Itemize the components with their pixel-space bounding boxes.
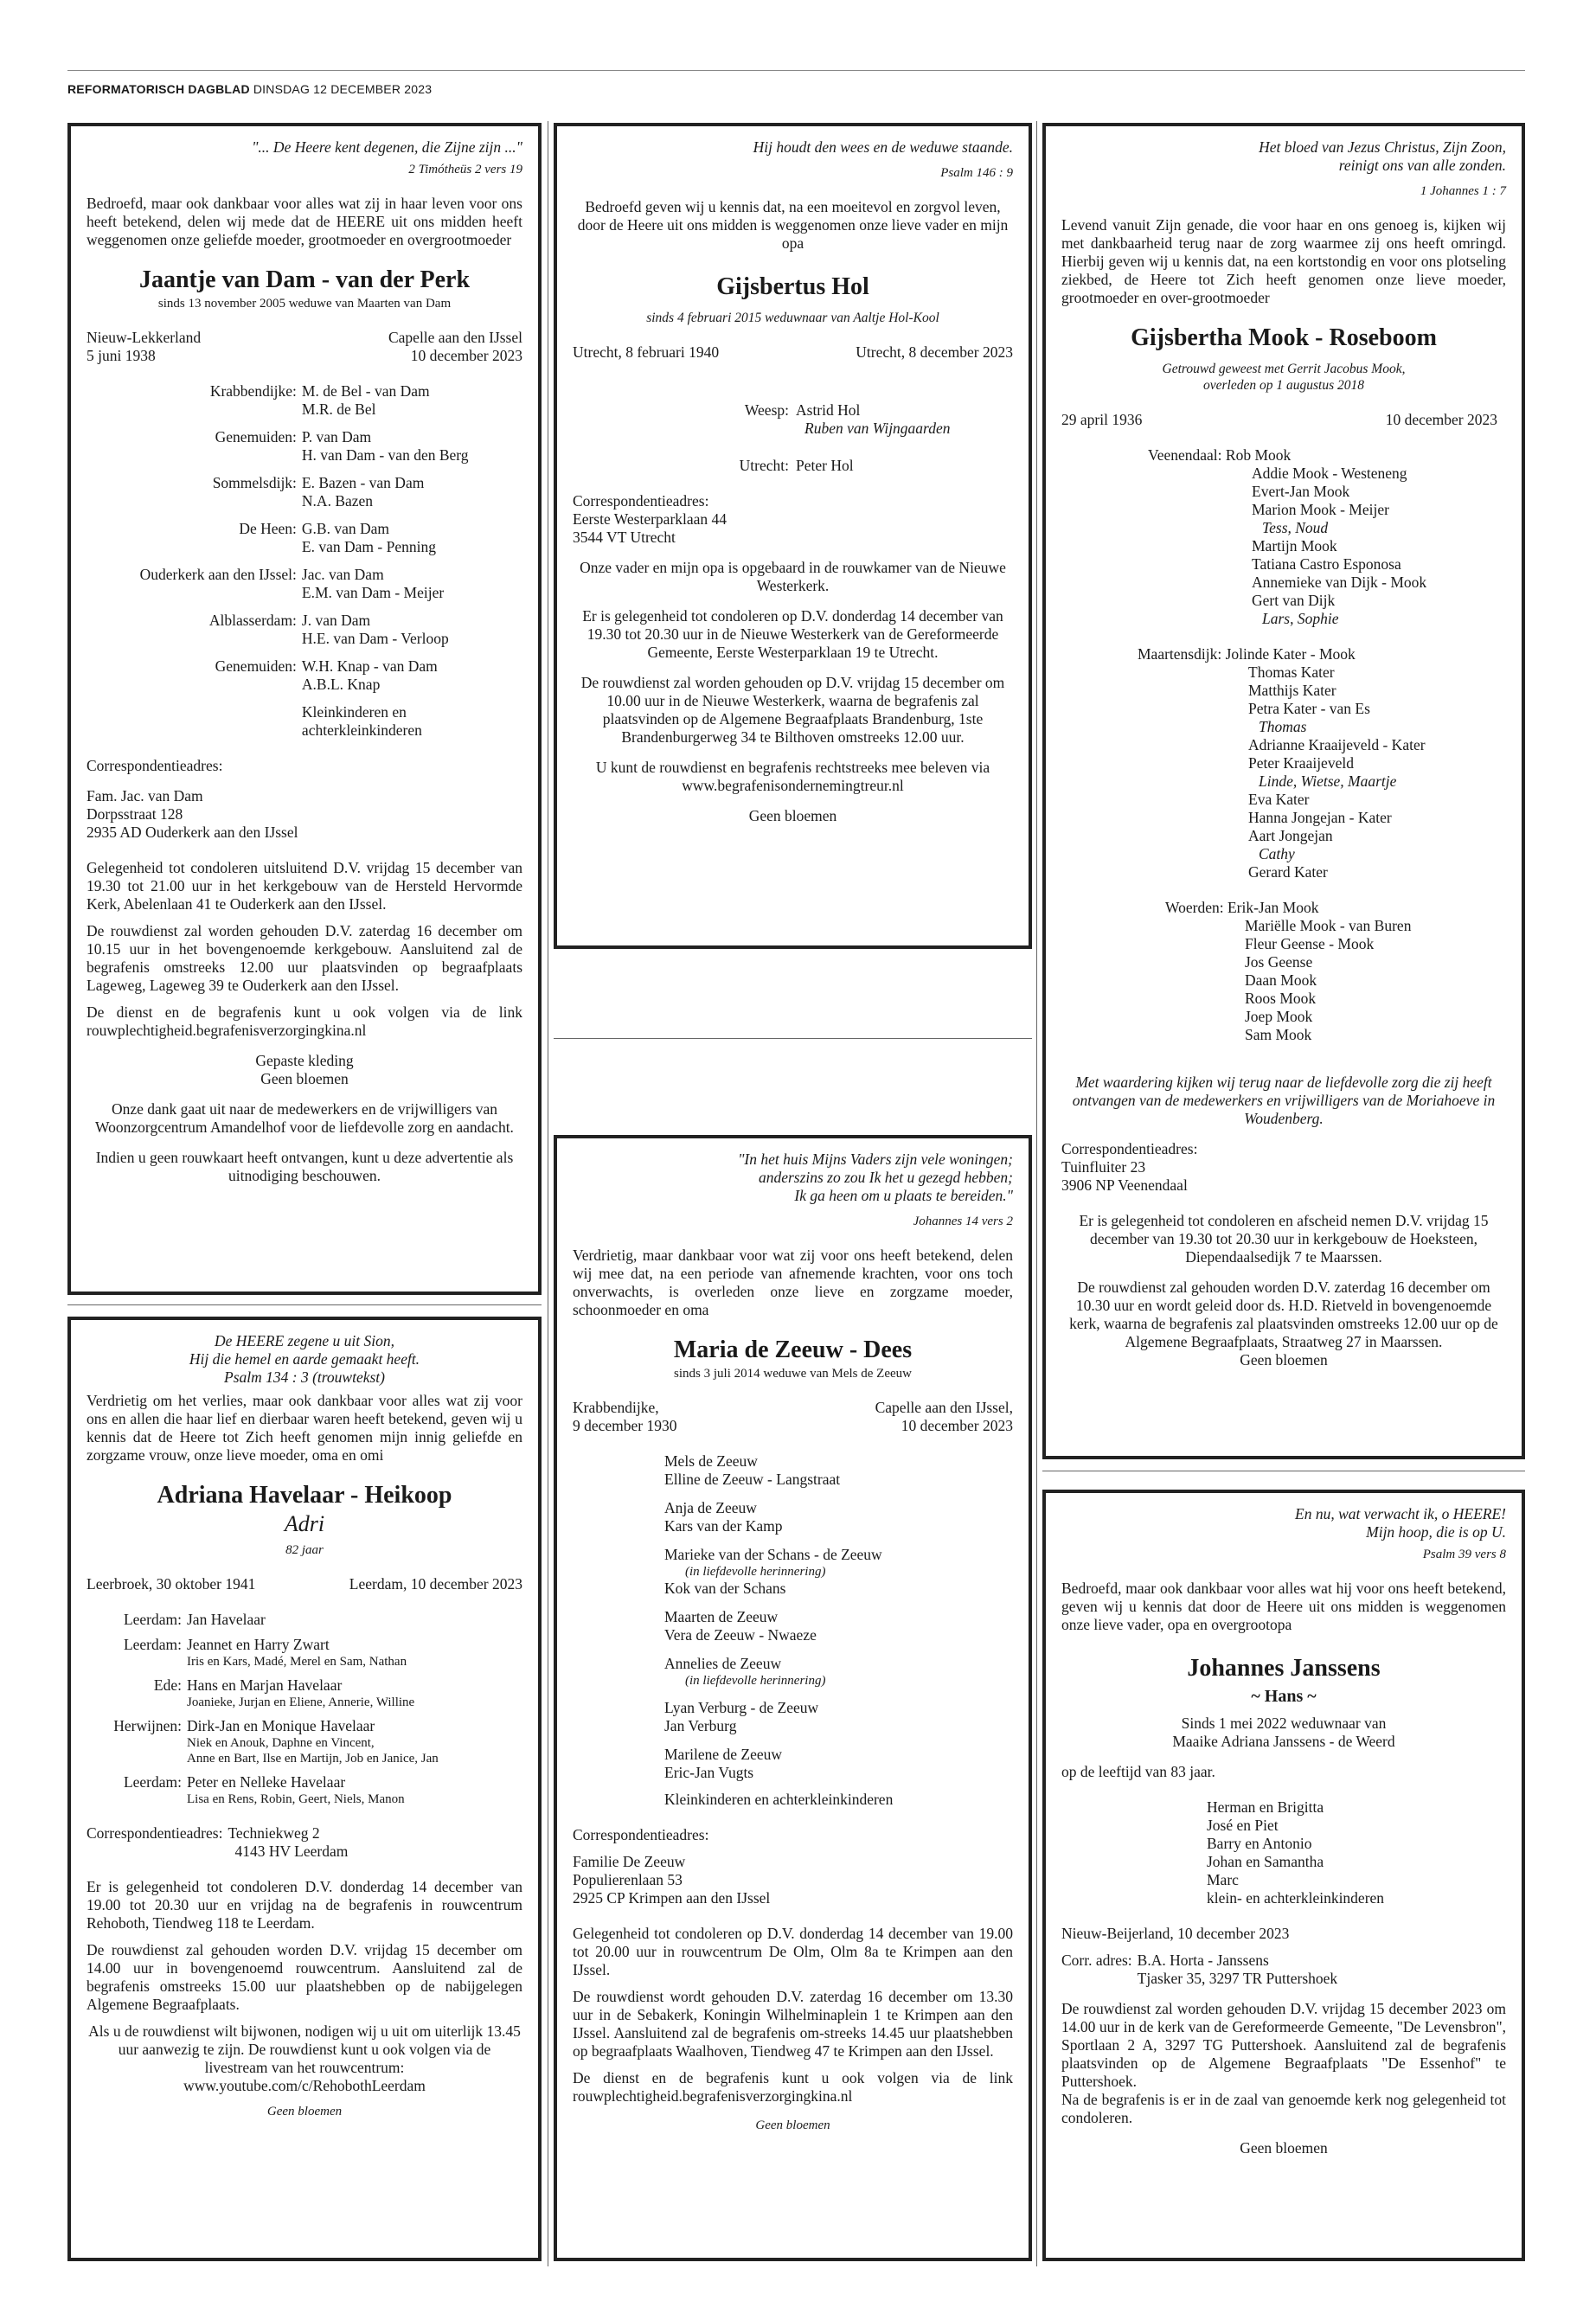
family-member: Addie Mook - Westeneng bbox=[1252, 465, 1407, 482]
family-place: Maartensdijk: bbox=[1138, 645, 1222, 663]
no-flowers: Geen bloemen bbox=[748, 807, 837, 824]
family-group bbox=[664, 1746, 1013, 1782]
family-member: klein- en achterkleinkinderen bbox=[1207, 1889, 1385, 1907]
family-member: Mels de Zeeuw bbox=[664, 1452, 758, 1470]
family-member: Marion Mook - Meijer bbox=[1252, 501, 1389, 518]
bible-quote: En nu, wat verwacht ik, o HEERE! bbox=[1295, 1505, 1506, 1522]
no-flowers: Geen bloemen bbox=[1240, 1351, 1328, 1368]
no-flowers: Geen bloemen bbox=[260, 1070, 349, 1087]
family-group bbox=[87, 428, 522, 465]
family-member: achterkleinkinderen bbox=[301, 721, 422, 739]
family-member: Herman en Brigitta bbox=[1207, 1798, 1324, 1816]
family-list bbox=[87, 1611, 522, 1807]
family-members bbox=[302, 428, 522, 465]
intro-text: Levend vanuit Zijn genade, die voor haar en ons genoeg is, kijken wij met dankbaarheid terug naar de zorg waarmee zij ons heeft omringd. Hierbij geven wij u kennis dat, na een kortstondig en voor ons plotseling ziekbed, de Heere tot Zich heeft genomen onze lieve moeder, grootmoeder en over-grootmoeder bbox=[1061, 216, 1506, 306]
family-member: Peter en Nelleke Havelaar bbox=[187, 1773, 346, 1791]
family-members bbox=[302, 657, 522, 694]
family-member: Peter Kraaijeveld bbox=[1248, 754, 1354, 772]
header-rule bbox=[67, 70, 1525, 71]
family-members bbox=[187, 1751, 522, 1766]
death-notice-havelaar bbox=[67, 1317, 542, 2261]
family-group bbox=[664, 1499, 1013, 1535]
family-member: Marilene de Zeeuw bbox=[664, 1746, 783, 1763]
thanks-text: Onze dank gaat uit naar de medewerkers en de vrijwilligers van Woonzorgcentrum Amandelhof voor de liefdevolle zorg en aandacht. bbox=[95, 1100, 514, 1136]
family-members bbox=[302, 520, 522, 556]
family-member: Gert van Dijk bbox=[1252, 592, 1336, 609]
birth-place: Nieuw-Lekkerland bbox=[87, 329, 202, 346]
family-member: Jan Havelaar bbox=[187, 1611, 266, 1628]
family-group bbox=[87, 657, 522, 694]
family-member: Thomas Kater bbox=[1248, 663, 1335, 681]
spouse-note: Getrouwd geweest met Gerrit Jacobus Mook, bbox=[1162, 362, 1406, 376]
family-member: Jan Verburg bbox=[664, 1717, 737, 1734]
header-date: DINSDAG 12 DECEMBER 2023 bbox=[253, 82, 433, 96]
family-members bbox=[187, 1676, 522, 1710]
family-member: Kars van der Kamp bbox=[664, 1517, 783, 1535]
address-line: 3544 VT Utrecht bbox=[573, 529, 676, 546]
grandchildren: Kleinkinderen en achterkleinkinderen bbox=[664, 1791, 894, 1808]
separator bbox=[67, 1304, 542, 1305]
bible-quote: De HEERE zegene u uit Sion, bbox=[214, 1332, 394, 1349]
family-member: Maarten de Zeeuw bbox=[664, 1608, 779, 1625]
service-info: De rouwdienst zal worden gehouden D.V. vrijdag 15 december 2023 om 14.00 uur in de kerk van de Gereformeerde Gemeente, "De Levensbron", Sportlaan 2 A, 3297 TG Puttershoek. Aansluitend zal de begrafenis plaatsvinden op de Algemene Begraafplaats "De Essenhof" te Puttershoek. bbox=[1061, 2000, 1506, 2090]
correspondence-label: Correspondentieadres: bbox=[87, 1824, 223, 1842]
family-members bbox=[187, 1717, 522, 1751]
address-line: 2925 CP Krimpen aan den IJssel bbox=[573, 1889, 771, 1907]
family-member: Lyan Verburg - de Zeeuw bbox=[664, 1699, 819, 1716]
condolence-info: Er is gelegenheid tot condoleren en afscheid nemen D.V. vrijdag 15 december van 19.30 tot 20.30 uur in kerkgebouw de Hoeksteen, Diependaalsedijk 7 te Maarssen. bbox=[1079, 1212, 1489, 1266]
livestream-url[interactable]: www.youtube.com/c/RehobothLeerdam bbox=[183, 2077, 426, 2094]
no-flowers: Geen bloemen bbox=[266, 2105, 343, 2118]
memorial-note: (in liefdevolle herinnering) bbox=[685, 1674, 826, 1688]
family-group bbox=[87, 1636, 522, 1670]
address-line: Techniekweg 2 bbox=[228, 1824, 320, 1842]
family-member: Eva Kater bbox=[1248, 791, 1310, 808]
birth-place: Krabbendijke, bbox=[573, 1399, 659, 1416]
correspondence-label: Correspondentieadres: bbox=[87, 757, 223, 774]
place-date: Nieuw-Beijerland, 10 december 2023 bbox=[1061, 1925, 1290, 1942]
online-info: U kunt de rouwdienst en begrafenis rechtstreeks mee beleven via www.begrafenisondernemingtreur.nl bbox=[595, 759, 990, 794]
page-header bbox=[67, 82, 432, 96]
family-member: Kleinkinderen en bbox=[301, 703, 407, 721]
grandchildren-names: Niek en Anouk, Daphne en Vincent, bbox=[187, 1736, 375, 1750]
condolence-info: Gelegenheid tot condoleren uitsluitend D.V. vrijdag 15 december van 19.30 tot 21.00 uur in het kerkgebouw van de Hersteld Hervormde Kerk, Abelenlaan 41 te Ouderkerk aan den IJssel. bbox=[87, 859, 522, 913]
address-line: Familie De Zeeuw bbox=[573, 1853, 686, 1870]
spouse-note: sinds 13 november 2005 weduwe van Maarten van Dam bbox=[157, 297, 452, 311]
family-member: Cathy bbox=[1259, 845, 1295, 862]
death-notice-mook bbox=[1042, 123, 1525, 1459]
family-list bbox=[1061, 1798, 1506, 1907]
family-group bbox=[87, 1751, 522, 1766]
family-member: Jolinde Kater - Mook bbox=[1225, 645, 1356, 663]
spouse-note: Maaike Adriana Janssens - de Weerd bbox=[1172, 1733, 1395, 1750]
death-date: 10 december 2023 bbox=[1385, 411, 1497, 428]
family-member: Jos Geense bbox=[1245, 953, 1313, 971]
family-member: W.H. Knap - van Dam bbox=[301, 657, 438, 675]
family-member: Sam Mook bbox=[1245, 1026, 1312, 1043]
family-place: Leerdam: bbox=[123, 1611, 182, 1628]
spouse-note: sinds 3 juli 2014 weduwe van Mels de Zeeuw bbox=[674, 1367, 912, 1381]
family-member: Annemieke van Dijk - Mook bbox=[1252, 574, 1427, 591]
family-group bbox=[87, 474, 522, 510]
family-member: Anja de Zeeuw bbox=[664, 1499, 757, 1516]
spouse-note: Sinds 1 mei 2022 weduwnaar van bbox=[1181, 1715, 1387, 1732]
family-members bbox=[302, 566, 522, 602]
deceased-name: Adriana Havelaar - Heikoop bbox=[157, 1482, 452, 1509]
family-place: Ouderkerk aan den IJssel: bbox=[139, 566, 297, 583]
birth-date: 29 april 1936 bbox=[1061, 411, 1143, 428]
family-group bbox=[87, 566, 522, 602]
family-list bbox=[573, 457, 1013, 475]
family-group bbox=[87, 1676, 522, 1710]
death-notice-van-dam bbox=[67, 123, 542, 1295]
service-info: De rouwdienst wordt gehouden D.V. zaterdag 16 december om 13.30 uur in de Sebakerk, Koningin Wilhelminaplein 1 te Krimpen aan den IJssel. Aansluitend zal de begrafenis om-streeks 14.45 uur plaatshebben op begraafplaats Waalhoven, Tiendweg 47 te Krimpen aan den IJssel. bbox=[573, 1988, 1013, 2060]
family-member: Hans en Marjan Havelaar bbox=[187, 1676, 343, 1694]
family-member: Petra Kater - van Es bbox=[1248, 700, 1370, 717]
family-member: Fleur Geense - Mook bbox=[1245, 935, 1375, 952]
bible-quote: Ik ga heen om u plaats te bereiden." bbox=[794, 1187, 1013, 1204]
deceased-name: Johannes Janssens bbox=[1187, 1655, 1381, 1682]
correspondence bbox=[1061, 1952, 1506, 1988]
correspondence-address bbox=[87, 787, 522, 842]
family-member: E. van Dam - Penning bbox=[301, 538, 436, 555]
family-place bbox=[87, 1751, 182, 1766]
grandchildren-names: Iris en Kars, Madé, Merel en Sam, Nathan bbox=[187, 1655, 407, 1669]
family-member: Jac. van Dam bbox=[301, 566, 384, 583]
family-member: M.R. de Bel bbox=[301, 401, 376, 418]
birth-death-row bbox=[573, 1399, 1013, 1435]
family-list bbox=[87, 382, 522, 740]
family-group bbox=[664, 1546, 1013, 1598]
grandchildren-names: Joanieke, Jurjan en Eliene, Annerie, Willine bbox=[187, 1695, 415, 1709]
family-members bbox=[302, 474, 522, 510]
family-list bbox=[573, 401, 1013, 438]
correspondence bbox=[87, 1824, 522, 1861]
birth-date: 5 juni 1938 bbox=[87, 347, 156, 364]
death-date: 10 december 2023 bbox=[410, 347, 522, 364]
correspondence-label: Corr. adres: bbox=[1061, 1952, 1132, 1969]
family-group bbox=[87, 382, 522, 419]
intro-text: Verdrietig om het verlies, maar ook dankbaar voor alles wat zij voor ons en allen die haar lief en dierbaar waren heeft betekend, geven wij u kennis dat de Heere tot Zich heeft genomen mijn innig geliefde en zorgzame vrouw, onze lieve moeder, oma en omi bbox=[87, 1392, 522, 1464]
condolence-info: Na de begrafenis is er in de zaal van genoemde kerk nog gelegenheid tot condoleren. bbox=[1061, 2091, 1506, 2126]
family-place: Krabbendijke: bbox=[209, 382, 297, 400]
family-member: Kok van der Schans bbox=[664, 1580, 786, 1597]
age: op de leeftijd van 83 jaar. bbox=[1061, 1763, 1215, 1780]
family-member: Dirk-Jan en Monique Havelaar bbox=[187, 1717, 375, 1734]
service-info: De rouwdienst zal gehouden worden D.V. vrijdag 15 december om 14.00 uur in bovengenoemd rouwcentrum. Aansluitend zal de begrafenis omstreeks 15.00 uur plaatshebben op de nabijgelegen Algemene Begraafplaats. bbox=[87, 1941, 522, 2013]
bible-quote: Het bloed van Jezus Christus, Zijn Zoon, bbox=[1259, 138, 1506, 156]
death-place: Capelle aan den IJssel, bbox=[875, 1399, 1013, 1416]
viewing-info: Onze vader en mijn opa is opgebaard in de rouwkamer van de Nieuwe Westerkerk. bbox=[580, 559, 1006, 594]
column-divider bbox=[1036, 121, 1037, 2266]
family-member: Rob Mook bbox=[1225, 446, 1292, 464]
paper-name: REFORMATORISCH DAGBLAD bbox=[67, 82, 250, 96]
family-member: Joep Mook bbox=[1245, 1008, 1313, 1025]
family-group bbox=[87, 1611, 522, 1629]
family-member: Lars, Sophie bbox=[1262, 610, 1339, 627]
family-member: Elline de Zeeuw - Langstraat bbox=[664, 1471, 841, 1488]
family-list bbox=[573, 1452, 1013, 1782]
intro-text: Bedroefd, maar ook dankbaar voor alles wat zij in haar leven voor ons heeft betekend, delen wij mede dat de HEERE uit ons midden heeft weggenomen onze geliefde moeder, grootmoeder en overgrootmoeder bbox=[87, 195, 522, 248]
family-place: Leerdam: bbox=[123, 1636, 182, 1653]
family-members bbox=[187, 1636, 522, 1670]
family-group bbox=[87, 612, 522, 648]
family-member: Astrid Hol bbox=[796, 401, 861, 419]
family-member: E. Bazen - van Dam bbox=[301, 474, 425, 491]
grandchildren-names: Lisa en Rens, Robin, Geert, Niels, Manon bbox=[187, 1792, 405, 1806]
family-member: Daan Mook bbox=[1245, 971, 1317, 989]
age: 82 jaar bbox=[285, 1543, 324, 1557]
family-member: M. de Bel - van Dam bbox=[301, 382, 430, 400]
family-group bbox=[87, 520, 522, 556]
family-member: Roos Mook bbox=[1245, 990, 1317, 1007]
family-member: Adrianne Kraaijeveld - Kater bbox=[1248, 736, 1426, 753]
family-woerden bbox=[1061, 899, 1506, 1044]
family-group bbox=[664, 1452, 1013, 1489]
correspondence-label: Correspondentieadres: bbox=[573, 1826, 709, 1843]
family-member: Eric-Jan Vugts bbox=[664, 1764, 754, 1781]
correspondence-label: Correspondentieadres: bbox=[1061, 1140, 1198, 1157]
family-place: Utrecht: bbox=[739, 457, 789, 474]
intro-text: Verdrietig, maar dankbaar voor wat zij voor ons heeft betekend, delen wij mee dat, na een periode van afnemende krachten, voor ons toch onverwachts, is overleden onze lieve en zorgzame moeder, schoonmoeder en oma bbox=[573, 1247, 1013, 1318]
family-members bbox=[302, 703, 522, 740]
service-info: De rouwdienst zal gehouden worden D.V. zaterdag 16 december om 10.30 uur en wordt geleid door ds. H.D. Rietveld in bovengenoemde kerk, waarna de begrafenis zal plaatsvinden omstreeks 12.00 uur op de Algemene Begraafplaats, Straatweg 27 in Maarssen. bbox=[1069, 1279, 1498, 1350]
address-line: Eerste Westerparklaan 44 bbox=[573, 510, 727, 528]
address-line: 3906 NP Veenendaal bbox=[1061, 1176, 1188, 1194]
online-info: De dienst en de begrafenis kunt u ook volgen via de link rouwplechtigheid.begrafenisverzorgingkina.nl bbox=[573, 2069, 1013, 2105]
bible-quote: "... De Heere kent degenen, die Zijne zijn ..." bbox=[252, 138, 522, 156]
family-member: Aart Jongejan bbox=[1248, 827, 1333, 844]
bible-quote: reinigt ons van alle zonden. bbox=[1338, 157, 1506, 174]
address-line: Tuinfluiter 23 bbox=[1061, 1158, 1146, 1176]
correspondence-label: Correspondentieadres: bbox=[573, 492, 709, 510]
address-line: 4143 HV Leerdam bbox=[234, 1843, 349, 1860]
death-date: 10 december 2023 bbox=[901, 1417, 1013, 1434]
family-member: José en Piet bbox=[1207, 1817, 1279, 1834]
family-members bbox=[187, 1773, 522, 1807]
dress-code: Gepaste kleding bbox=[255, 1052, 354, 1069]
birth-death-row bbox=[87, 329, 522, 365]
invitation-note: Indien u geen rouwkaart heeft ontvangen, kunt u deze advertentie als uitnodiging beschouwen. bbox=[95, 1149, 514, 1184]
family-member: E.M. van Dam - Meijer bbox=[301, 584, 445, 601]
family-veenendaal bbox=[1061, 446, 1506, 628]
family-group bbox=[87, 703, 522, 740]
no-flowers: Geen bloemen bbox=[1240, 2139, 1328, 2157]
condolence-info: Gelegenheid tot condoleren op D.V. donderdag 14 december van 19.00 tot 20.00 uur in rouwcentrum De Olm, Olm 8a te Krimpen aan den IJssel. bbox=[573, 1925, 1013, 1978]
bible-quote: Mijn hoop, die is op U. bbox=[1366, 1523, 1506, 1541]
family-member: Gerard Kater bbox=[1248, 863, 1328, 881]
family-member: Martijn Mook bbox=[1252, 537, 1337, 554]
grandchildren-names: Anne en Bart, Ilse en Martijn, Job en Janice, Jan bbox=[187, 1752, 439, 1766]
death-notice-de-zeeuw bbox=[554, 1135, 1032, 2261]
family-place bbox=[87, 703, 297, 740]
nickname: Adri bbox=[284, 1511, 325, 1536]
bible-reference: Psalm 146 : 9 bbox=[940, 166, 1013, 180]
bible-quote: Hij die hemel en aarde gemaakt heeft. bbox=[189, 1350, 420, 1368]
bible-reference: Johannes 14 vers 2 bbox=[913, 1215, 1013, 1228]
bible-reference: 2 Timótheüs 2 vers 19 bbox=[408, 163, 522, 176]
family-place: Leerdam: bbox=[123, 1773, 182, 1791]
address-line: Tjasker 35, 3297 TR Puttershoek bbox=[1137, 1970, 1338, 1987]
family-member: N.A. Bazen bbox=[301, 492, 374, 510]
online-info: Als u de rouwdienst wilt bijwonen, nodigen wij u uit om uiterlijk 13.45 uur aanwezig te zijn. De rouwdienst kunt u ook volgen via de livestream van het rouwcentrum: bbox=[88, 2022, 521, 2076]
family-member: Thomas bbox=[1259, 718, 1307, 735]
family-member: Tess, Noud bbox=[1262, 519, 1329, 536]
death-info: Leerdam, 10 december 2023 bbox=[349, 1575, 522, 1593]
family-member: Peter Hol bbox=[796, 457, 854, 474]
birth-death-row bbox=[573, 343, 1013, 362]
address-line: Dorpsstraat 128 bbox=[87, 805, 183, 823]
family-place: Alblasserdam: bbox=[208, 612, 297, 629]
birth-death-row bbox=[87, 1575, 522, 1593]
death-notice-hol bbox=[554, 123, 1032, 949]
family-member: G.B. van Dam bbox=[301, 520, 390, 537]
bible-quote: Hij houdt den wees en de weduwe staande. bbox=[753, 138, 1013, 156]
family-member: Annelies de Zeeuw bbox=[664, 1655, 782, 1672]
birth-info: Leerbroek, 30 oktober 1941 bbox=[87, 1575, 256, 1593]
family-member: Marieke van der Schans - de Zeeuw bbox=[664, 1546, 882, 1563]
family-place: De Heen: bbox=[239, 520, 297, 537]
family-maartensdijk bbox=[1061, 645, 1506, 881]
family-group bbox=[664, 1608, 1013, 1644]
family-member: Jeannet en Harry Zwart bbox=[187, 1636, 330, 1653]
family-member: Ruben van Wijngaarden bbox=[804, 420, 951, 437]
service-info: De rouwdienst zal worden gehouden op D.V. vrijdag 15 december om 10.00 uur in de Nieuwe Westerkerk, waarna de begrafenis zal plaatsvinden op de Algemene Begraafplaats Brandenburg, 1ste Brandenburgerweg 34 te Bilthoven omstreeks 12.00 uur. bbox=[580, 674, 1005, 746]
deceased-name: Gijsbertus Hol bbox=[716, 273, 869, 300]
address-line: B.A. Horta - Janssens bbox=[1137, 1952, 1269, 1969]
online-info: De dienst en de begrafenis kunt u ook volgen via de link rouwplechtigheid.begrafenisverzorgingkina.nl bbox=[87, 1003, 522, 1039]
family-group bbox=[87, 1773, 522, 1807]
family-member: Vera de Zeeuw - Nwaeze bbox=[664, 1626, 817, 1644]
bible-reference: Psalm 39 vers 8 bbox=[1422, 1548, 1506, 1561]
birth-info: Utrecht, 8 februari 1940 bbox=[573, 343, 720, 361]
thanks-text: Met waardering kijken wij terug naar de liefdevolle zorg die zij heeft ontvangen van de medewerkers en vrijwilligers van de Moriahoeve in Woudenberg. bbox=[1072, 1074, 1496, 1127]
family-member: Erik-Jan Mook bbox=[1227, 899, 1319, 916]
address-line: Populierenlaan 53 bbox=[573, 1871, 683, 1888]
address-line: 2935 AD Ouderkerk aan den IJssel bbox=[87, 824, 298, 841]
death-place: Capelle aan den IJssel bbox=[388, 329, 522, 346]
family-member: P. van Dam bbox=[301, 428, 372, 445]
family-place: Veenendaal: bbox=[1148, 446, 1222, 464]
family-member: Marc bbox=[1207, 1871, 1239, 1888]
family-place: Ede: bbox=[153, 1676, 182, 1694]
family-members bbox=[302, 382, 522, 419]
birth-death-row bbox=[1061, 411, 1506, 429]
bible-quote: "In het huis Mijns Vaders zijn vele woningen; bbox=[738, 1150, 1013, 1168]
spouse-note: overleden op 1 augustus 2018 bbox=[1203, 378, 1364, 393]
intro-text: Bedroefd geven wij u kennis dat, na een moeitevol en zorgvol leven, door de Heere uit ons midden is weggenomen onze lieve vader en mijn opa bbox=[577, 198, 1009, 252]
no-flowers: Geen bloemen bbox=[755, 2118, 830, 2132]
family-member: Hanna Jongejan - Kater bbox=[1248, 809, 1392, 826]
family-member: Evert-Jan Mook bbox=[1252, 483, 1350, 500]
birth-date: 9 december 1930 bbox=[573, 1417, 677, 1434]
deceased-name: Maria de Zeeuw - Dees bbox=[673, 1336, 913, 1363]
family-members bbox=[187, 1611, 522, 1629]
family-member: A.B.L. Knap bbox=[301, 676, 381, 693]
condolence-info: Er is gelegenheid tot condoleren D.V. donderdag 14 december van 19.00 tot 20.30 uur en vrijdag na de begrafenis in rouwcentrum Rehoboth, Tiendweg 118 te Leerdam. bbox=[87, 1878, 522, 1932]
deceased-name: Gijsbertha Mook - Roseboom bbox=[1131, 324, 1437, 351]
intro-text: Bedroefd, maar ook dankbaar voor alles wat hij voor ons heeft betekend, geven wij u kennis dat door de Heere uit ons midden is weggenomen onze lieve vader, opa en overgrootopa bbox=[1061, 1580, 1506, 1633]
family-place: Woerden: bbox=[1165, 899, 1224, 916]
family-place: Genemuiden: bbox=[215, 428, 297, 445]
family-member: Barry en Antonio bbox=[1207, 1835, 1312, 1852]
family-member: Mariëlle Mook - van Buren bbox=[1245, 917, 1412, 934]
family-members bbox=[302, 612, 522, 648]
family-place: Genemuiden: bbox=[215, 657, 297, 675]
address-line: Fam. Jac. van Dam bbox=[87, 787, 203, 804]
family-group bbox=[87, 1717, 522, 1751]
family-group bbox=[664, 1655, 1013, 1689]
nickname: ~ Hans ~ bbox=[1251, 1687, 1317, 1706]
deceased-name: Jaantje van Dam - van der Perk bbox=[138, 266, 471, 293]
death-notice-janssens bbox=[1042, 1490, 1525, 2261]
bible-reference: Psalm 134 : 3 (trouwtekst) bbox=[224, 1368, 385, 1386]
family-place: Sommelsdijk: bbox=[212, 474, 297, 491]
family-place: Herwijnen: bbox=[113, 1717, 182, 1734]
bible-reference: 1 Johannes 1 : 7 bbox=[1420, 184, 1506, 198]
family-member: J. van Dam bbox=[301, 612, 371, 629]
memorial-note: (in liefdevolle herinnering) bbox=[685, 1565, 826, 1579]
condolence-info: Er is gelegenheid tot condoleren op D.V. donderdag 14 december van 19.30 tot 20.30 uur in de Nieuwe Westerkerk van de Gereformeerde Gemeente, Eerste Westerparklaan 19 te Utrecht. bbox=[582, 607, 1003, 661]
family-member: Johan en Samantha bbox=[1207, 1853, 1324, 1870]
spouse-note: sinds 4 februari 2015 weduwnaar van Aaltje Hol-Kool bbox=[646, 311, 939, 325]
family-member: Linde, Wietse, Maartje bbox=[1259, 772, 1397, 790]
family-group bbox=[664, 1699, 1013, 1735]
family-member: H.E. van Dam - Verloop bbox=[301, 630, 449, 647]
family-place: Weesp: bbox=[744, 401, 789, 419]
death-info: Utrecht, 8 december 2023 bbox=[856, 343, 1013, 361]
family-member: H. van Dam - van den Berg bbox=[301, 446, 469, 464]
family-member: Tatiana Castro Esponosa bbox=[1252, 555, 1401, 573]
family-member: Matthijs Kater bbox=[1248, 682, 1336, 699]
separator bbox=[554, 1038, 1032, 1039]
service-info: De rouwdienst zal worden gehouden D.V. zaterdag 16 december om 10.15 uur in het bovengenoemde kerkgebouw. Aansluitend zal de begrafenis omstreeks 12.00 uur plaatsvinden op begraafplaats Lageweg, Lageweg 39 te Ouderkerk aan den IJssel. bbox=[87, 922, 522, 994]
bible-quote: anderszins zo zou Ik het u gezegd hebben; bbox=[758, 1169, 1013, 1186]
